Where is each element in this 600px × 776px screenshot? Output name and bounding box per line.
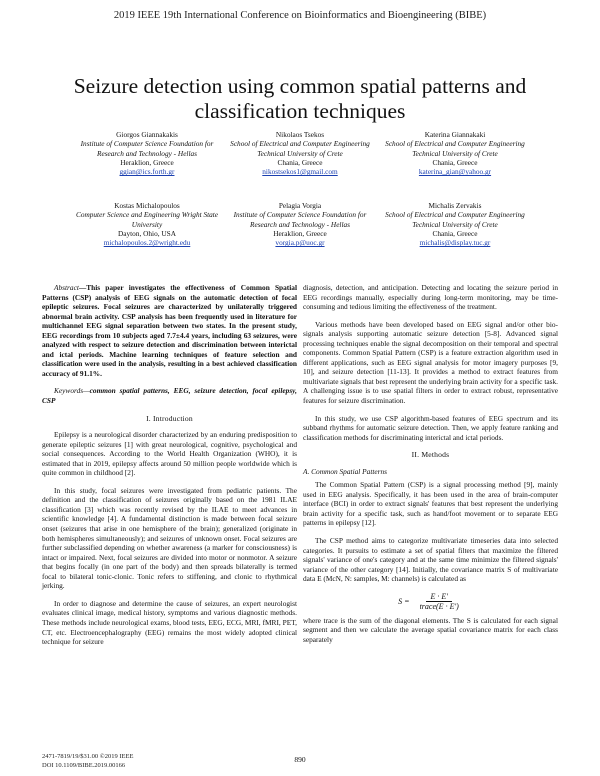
keywords [42, 386, 297, 405]
author-affiliation: School of Electrical and Computer Engineering Technical University of Crete [385, 210, 525, 229]
author-email[interactable]: michalopoulos.2@wright.edu [103, 238, 191, 248]
methods-paragraph: where trace is the sum of the diagonal elements. The S is calculated for each signal segment and then we calculate the average spatial covariance matrix for each class separately [303, 615, 558, 644]
conference-header: 2019 IEEE 19th International Conference on Bioinformatics and Bioengineering (BIBE) [113, 10, 487, 21]
intro-paragraph: In order to diagnose and determine the cause of seizures, an expert neurologist evaluates clinical image, medical history, symptoms and various diagnostic methods. These methods include neurological exams, blood tests, EEG, ECG, MRI, fMRI, PET, CT, etc. Electroencephalography (EEG) remains the most widely adopted clinical technique for seizure [42, 598, 297, 647]
author-affiliation: Computer Science and Engineering Wright State University [75, 210, 219, 229]
intro-paragraph: diagnosis, detection, and anticipation. Detecting and locating the seizure period in EEG recordings manually, especially during long-term monitoring, may be time-consuming and tedious limiting the effectiveness of the treatment. [303, 283, 558, 312]
author-block [225, 201, 375, 247]
author-name: Giorgos Giannakakis [116, 130, 178, 139]
author-block [72, 201, 222, 247]
author-affiliation: School of Electrical and Computer Engineering Technical University of Crete [230, 139, 370, 158]
covariance-equation [303, 592, 558, 612]
equation-lhs: S = [398, 597, 410, 607]
author-city: Heraklion, Greece [120, 157, 174, 167]
author-city: Heraklion, Greece [273, 228, 327, 238]
left-column [42, 283, 297, 655]
author-city: Dayton, Ohio, USA [118, 228, 176, 238]
intro-paragraph: In this study, we use CSP algorithm-based features of EEG spectrum and its subband rhythms for automatic seizure detection. Then, we apply feature ranking and classification methods for discriminating interictal and ictal periods. [303, 413, 558, 442]
author-email[interactable]: michalis@display.tuc.gr [419, 238, 491, 248]
section-heading-introduction: I. Introduction [146, 413, 193, 423]
keywords-text: common spatial patterns, EEG, seizure detection, focal epilepsy, CSP [42, 386, 297, 406]
footer-doi: DOI 10.1109/BIBE.2019.00166 [42, 761, 126, 769]
author-name: Michalis Zervakis [428, 201, 482, 210]
author-city: Chania, Greece [432, 228, 478, 238]
author-block [380, 130, 530, 176]
section-heading-methods: II. Methods [411, 450, 450, 460]
right-column [303, 283, 558, 653]
footer-isbn: 2471-7819/19/$31.00 ©2019 IEEE [42, 753, 134, 760]
equation-denominator: trace(E · E') [419, 602, 459, 612]
intro-paragraph: Various methods have been developed based on EEG signal and/or other bio-signals analysis supporting automatic seizure detection [5-8]. Advanced signal processing techniques enable the signal decomposition on their temporal and spectral components. Common Spatial Pattern (CSP) is a feature extraction algorithm used in different applications, such as EEG signal analysis for motor imagery purposes [9, 10], and seizure detection [11-13]. It provides a method to extract features from multivariate signals that best represent the underlying brain activity for a specific task. A challenging issue is to use spatial filters in order to extract robust, representative features for seizure discrimination. [303, 319, 558, 406]
author-name: Katerina Giannakaki [424, 130, 486, 139]
author-email[interactable]: ggian@ics.forth.gr [119, 167, 175, 177]
equation-numerator: E · E' [426, 592, 451, 603]
methods-paragraph: The Common Spatial Pattern (CSP) is a signal processing method [9], mainly used in EEG analysis. Specifically, it has been used in the area of brain-computer interface (BCI) in order to extract signals' features that best represent the underlying brain activity for a specific task, such as hand/foot movement or to separate EEG patterns in epilepsy [12]. [303, 480, 558, 528]
author-email[interactable]: vorgia.p@uoc.gr [275, 238, 325, 248]
author-email[interactable]: katerina_gian@yahoo.gr [418, 167, 492, 177]
author-affiliation: Institute of Computer Science Foundation for Research and Technology - Hellas [80, 139, 214, 158]
equation-fraction [416, 592, 463, 612]
author-affiliation: School of Electrical and Computer Engineering Technical University of Crete [385, 139, 525, 158]
paper-title: Seizure detection using common spatial patterns and classification techniques [73, 74, 527, 123]
subsection-heading-csp: A. Common Spatial Patterns [303, 466, 388, 476]
author-block [380, 201, 530, 247]
page-number: 890 [294, 755, 306, 764]
intro-paragraph: Epilepsy is a neurological disorder characterized by an enduring predisposition to generate epileptic seizures [1] with great neurological, cognitive, psychological and social consequences. According to the World Health Organization (WHO), it is estimated that in 2019, epilepsy affects around 50 million people worldwide which is quite common in childhood [2]. [42, 430, 297, 478]
author-name: Pelagia Vorgia [278, 201, 322, 210]
author-name: Kostas Michalopoulos [114, 201, 180, 210]
abstract-text: —This paper investigates the effectiveness of Common Spatial Patterns (CSP) analysis of EEG signals on the automatic detection of focal epileptic seizures. Focal seizures are characterized by unilaterally triggered abnormal brain activity. CSP analysis has been frequently used in literature for multichannel EEG signal separation between two states. In the present study, EEG recordings from 10 subjects aged 7.7±4.4 years, including 63 seizures, were analyzed with respect to seizure detection and discrimination between interictal and ictal periods. Machine learning techniques of feature selection and classification were used in the analysis, resulting in a best achieved classification accuracy of 91.1%. [42, 283, 297, 378]
intro-paragraph: In this study, focal seizures were investigated from pediatric patients. The definition and the classification of seizures originally based on the 1981 ILAE classification [3] which was recently revised by the ILAE to meet advances in scientific knowledge [4]. A fundamental distinction is made between focal seizure onset (seizures that arise in one hemisphere of the brain); generalized (originate in both hemispheres simultaneously); and seizures of unknown onset. Focal seizures are further subclassified depending on whether awareness (a marker for consciousness) is intact or impaired. Next, focal seizures are divided into motor or nonmotor. A seizure that begins focally (in one part of the body) and then spreads bilaterally is termed focal to bilateral tonic-clonic. Tonic refers to stiffening, and clonic to rhythmical jerking. [42, 485, 297, 591]
author-block [225, 130, 375, 176]
author-city: Chania, Greece [277, 157, 323, 167]
author-email[interactable]: nikostsekos1@gmail.com [262, 167, 338, 177]
author-affiliation: Institute of Computer Science Foundation for Research and Technology - Hellas [233, 210, 367, 229]
author-block [72, 130, 222, 176]
author-city: Chania, Greece [432, 157, 478, 167]
keywords-lead: Keywords— [54, 386, 90, 396]
author-name: Nikolaos Tsekos [275, 130, 325, 139]
methods-paragraph: The CSP method aims to categorize multivariate timeseries data into selected categories. It pursuits to estimate a set of spatial filters that maximize the filtered signals' variance of one's category and at the same time minimize the filtered signals' variance of the other category [14]. Initially, the covariance matrix S of multivariate data E (McN, N: samples, M: channels) is calculated as [303, 536, 558, 584]
abstract-lead: Abstract [54, 283, 79, 292]
abstract [42, 283, 297, 378]
